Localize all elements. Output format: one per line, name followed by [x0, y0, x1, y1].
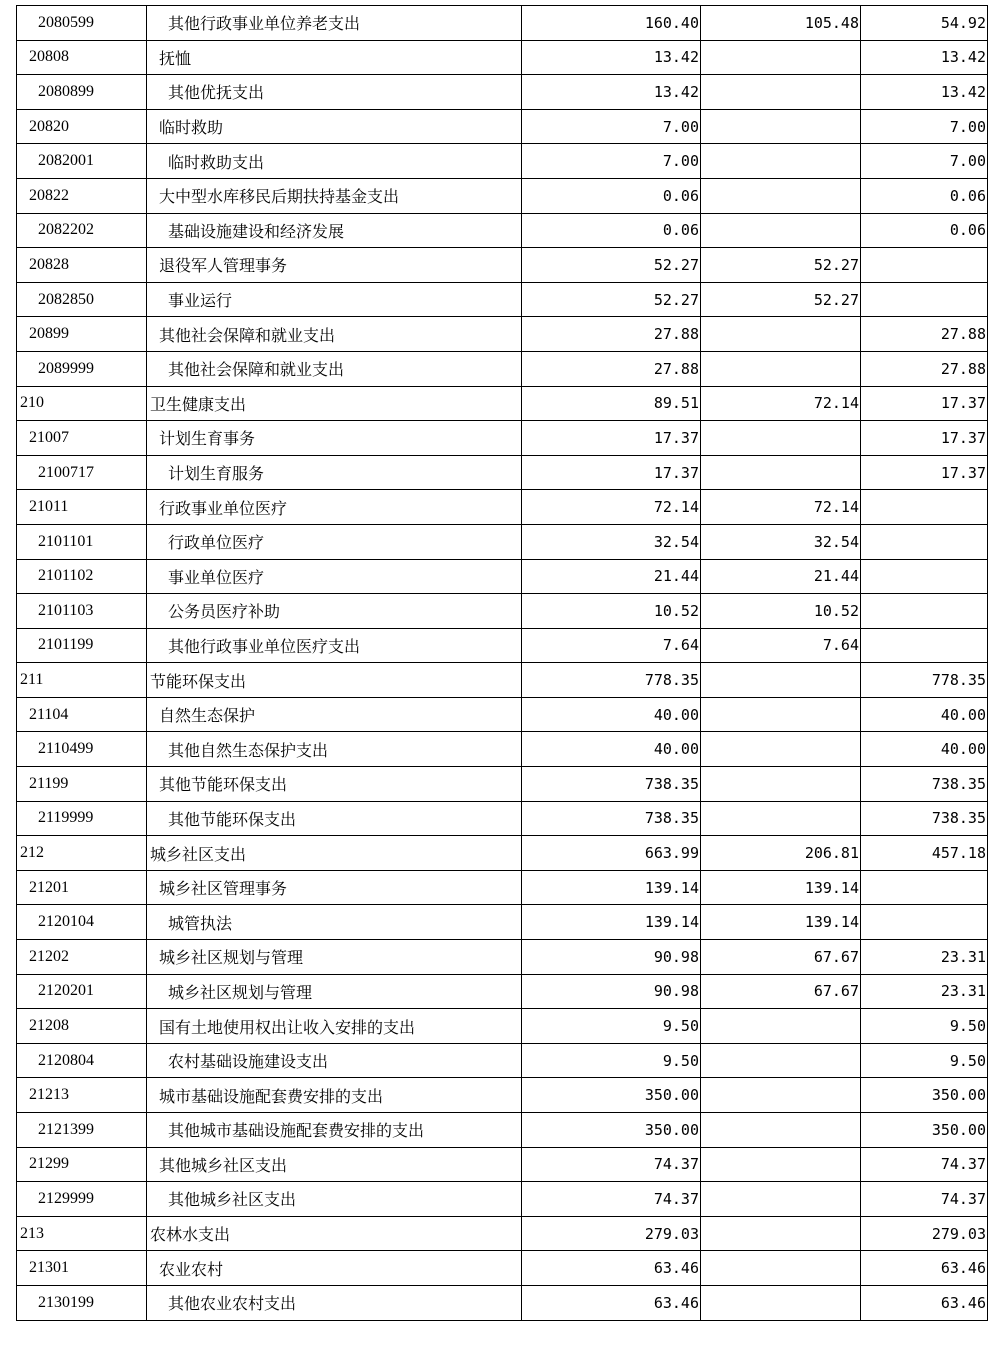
- row-project-amount: [861, 524, 988, 559]
- row-basic-amount: 67.67: [701, 940, 861, 975]
- row-total-amount: 7.00: [522, 109, 701, 144]
- row-project-amount: 279.03: [861, 1216, 988, 1251]
- row-total-amount: 40.00: [522, 732, 701, 767]
- row-code: 20822: [17, 178, 147, 213]
- row-total-amount: 139.14: [522, 905, 701, 940]
- row-code: 20808: [17, 40, 147, 75]
- row-total-amount: 7.64: [522, 628, 701, 663]
- row-basic-amount: 52.27: [701, 248, 861, 283]
- table-row: [17, 1147, 988, 1182]
- row-basic-amount: [701, 317, 861, 352]
- row-basic-amount: [701, 75, 861, 110]
- row-project-amount: 74.37: [861, 1182, 988, 1217]
- table-row: [17, 1251, 988, 1286]
- row-project-amount: 457.18: [861, 836, 988, 871]
- row-code: 2082202: [17, 213, 147, 248]
- table-row: [17, 386, 988, 421]
- row-code: 2120804: [17, 1043, 147, 1078]
- row-basic-amount: [701, 1216, 861, 1251]
- table-row: [17, 351, 988, 386]
- row-code: 2119999: [17, 801, 147, 836]
- row-total-amount: 21.44: [522, 559, 701, 594]
- row-project-amount: 63.46: [861, 1251, 988, 1286]
- row-basic-amount: 72.14: [701, 386, 861, 421]
- row-total-amount: 63.46: [522, 1285, 701, 1320]
- table-row: [17, 1043, 988, 1078]
- row-project-amount: 17.37: [861, 421, 988, 456]
- row-project-amount: [861, 490, 988, 525]
- row-total-amount: 40.00: [522, 697, 701, 732]
- row-name: 节能环保支出: [147, 663, 522, 698]
- row-basic-amount: [701, 40, 861, 75]
- row-name: 其他节能环保支出: [147, 767, 522, 802]
- row-code: 2121399: [17, 1113, 147, 1148]
- row-project-amount: 23.31: [861, 940, 988, 975]
- table-row: [17, 905, 988, 940]
- row-name: 计划生育事务: [147, 421, 522, 456]
- row-basic-amount: 21.44: [701, 559, 861, 594]
- row-code: 21199: [17, 767, 147, 802]
- row-project-amount: 9.50: [861, 1009, 988, 1044]
- row-total-amount: 27.88: [522, 317, 701, 352]
- row-name: 其他社会保障和就业支出: [147, 317, 522, 352]
- row-project-amount: 54.92: [861, 6, 988, 41]
- table-row: [17, 1285, 988, 1320]
- row-name: 自然生态保护: [147, 697, 522, 732]
- row-project-amount: [861, 628, 988, 663]
- row-basic-amount: 206.81: [701, 836, 861, 871]
- row-name: 农村基础设施建设支出: [147, 1043, 522, 1078]
- row-basic-amount: [701, 213, 861, 248]
- row-project-amount: 350.00: [861, 1113, 988, 1148]
- row-basic-amount: [701, 1285, 861, 1320]
- row-basic-amount: [701, 663, 861, 698]
- row-total-amount: 52.27: [522, 282, 701, 317]
- row-project-amount: 27.88: [861, 317, 988, 352]
- table-row: [17, 836, 988, 871]
- row-project-amount: [861, 594, 988, 629]
- row-total-amount: 0.06: [522, 178, 701, 213]
- row-basic-amount: [701, 732, 861, 767]
- row-basic-amount: [701, 455, 861, 490]
- row-project-amount: 40.00: [861, 732, 988, 767]
- row-code: 21201: [17, 870, 147, 905]
- row-code: 210: [17, 386, 147, 421]
- row-total-amount: 63.46: [522, 1251, 701, 1286]
- row-name: 事业单位医疗: [147, 559, 522, 594]
- row-name: 国有土地使用权出让收入安排的支出: [147, 1009, 522, 1044]
- row-basic-amount: 32.54: [701, 524, 861, 559]
- table-row: [17, 490, 988, 525]
- table-row: [17, 1009, 988, 1044]
- row-code: 2082001: [17, 144, 147, 179]
- row-total-amount: 90.98: [522, 940, 701, 975]
- row-code: 212: [17, 836, 147, 871]
- table-row: [17, 109, 988, 144]
- table-row: [17, 248, 988, 283]
- row-code: 21011: [17, 490, 147, 525]
- row-code: 2089999: [17, 351, 147, 386]
- row-project-amount: 738.35: [861, 767, 988, 802]
- row-name: 其他行政事业单位养老支出: [147, 6, 522, 41]
- row-name: 城市基础设施配套费安排的支出: [147, 1078, 522, 1113]
- table-row: [17, 767, 988, 802]
- row-code: 2080599: [17, 6, 147, 41]
- row-name: 大中型水库移民后期扶持基金支出: [147, 178, 522, 213]
- row-name: 城乡社区规划与管理: [147, 940, 522, 975]
- row-code: 2101102: [17, 559, 147, 594]
- table-row: [17, 40, 988, 75]
- row-basic-amount: 139.14: [701, 905, 861, 940]
- table-row: [17, 628, 988, 663]
- row-project-amount: 778.35: [861, 663, 988, 698]
- row-code: 2130199: [17, 1285, 147, 1320]
- row-total-amount: 74.37: [522, 1147, 701, 1182]
- row-code: 21202: [17, 940, 147, 975]
- row-name: 计划生育服务: [147, 455, 522, 490]
- row-name: 农林水支出: [147, 1216, 522, 1251]
- row-project-amount: 13.42: [861, 75, 988, 110]
- row-name: 退役军人管理事务: [147, 248, 522, 283]
- table-row: [17, 801, 988, 836]
- row-basic-amount: 10.52: [701, 594, 861, 629]
- row-code: 213: [17, 1216, 147, 1251]
- table-row: [17, 524, 988, 559]
- row-basic-amount: [701, 1251, 861, 1286]
- row-name: 卫生健康支出: [147, 386, 522, 421]
- row-code: 20828: [17, 248, 147, 283]
- table-row: [17, 594, 988, 629]
- row-total-amount: 9.50: [522, 1009, 701, 1044]
- row-name: 其他自然生态保护支出: [147, 732, 522, 767]
- row-total-amount: 738.35: [522, 801, 701, 836]
- row-project-amount: 27.88: [861, 351, 988, 386]
- row-code: 21208: [17, 1009, 147, 1044]
- table-row: [17, 1078, 988, 1113]
- row-code: 21301: [17, 1251, 147, 1286]
- row-project-amount: [861, 559, 988, 594]
- table-row: [17, 317, 988, 352]
- row-total-amount: 74.37: [522, 1182, 701, 1217]
- row-name: 其他节能环保支出: [147, 801, 522, 836]
- row-total-amount: 27.88: [522, 351, 701, 386]
- row-project-amount: 738.35: [861, 801, 988, 836]
- row-total-amount: 663.99: [522, 836, 701, 871]
- row-name: 其他社会保障和就业支出: [147, 351, 522, 386]
- row-project-amount: 0.06: [861, 178, 988, 213]
- row-project-amount: 23.31: [861, 974, 988, 1009]
- budget-table: [16, 5, 988, 1321]
- row-total-amount: 90.98: [522, 974, 701, 1009]
- table-row: [17, 178, 988, 213]
- row-total-amount: 17.37: [522, 421, 701, 456]
- row-name: 其他城市基础设施配套费安排的支出: [147, 1113, 522, 1148]
- row-total-amount: 160.40: [522, 6, 701, 41]
- row-total-amount: 279.03: [522, 1216, 701, 1251]
- row-name: 基础设施建设和经济发展: [147, 213, 522, 248]
- row-code: 2101101: [17, 524, 147, 559]
- row-project-amount: 350.00: [861, 1078, 988, 1113]
- row-name: 临时救助: [147, 109, 522, 144]
- row-name: 事业运行: [147, 282, 522, 317]
- row-total-amount: 72.14: [522, 490, 701, 525]
- table-row: [17, 282, 988, 317]
- row-name: 其他城乡社区支出: [147, 1182, 522, 1217]
- row-code: 2100717: [17, 455, 147, 490]
- row-project-amount: 13.42: [861, 40, 988, 75]
- table-row: [17, 1113, 988, 1148]
- row-code: 211: [17, 663, 147, 698]
- row-code: 2129999: [17, 1182, 147, 1217]
- row-code: 2110499: [17, 732, 147, 767]
- row-code: 21104: [17, 697, 147, 732]
- row-basic-amount: [701, 697, 861, 732]
- row-project-amount: [861, 905, 988, 940]
- row-code: 2101103: [17, 594, 147, 629]
- row-basic-amount: [701, 1182, 861, 1217]
- row-basic-amount: [701, 801, 861, 836]
- row-basic-amount: [701, 421, 861, 456]
- row-name: 城乡社区管理事务: [147, 870, 522, 905]
- table-row: [17, 559, 988, 594]
- row-basic-amount: [701, 109, 861, 144]
- row-total-amount: 52.27: [522, 248, 701, 283]
- row-total-amount: 350.00: [522, 1113, 701, 1148]
- row-project-amount: 9.50: [861, 1043, 988, 1078]
- row-total-amount: 32.54: [522, 524, 701, 559]
- table-row: [17, 421, 988, 456]
- row-basic-amount: [701, 1078, 861, 1113]
- row-name: 行政单位医疗: [147, 524, 522, 559]
- table-row: [17, 663, 988, 698]
- row-total-amount: 738.35: [522, 767, 701, 802]
- row-basic-amount: [701, 1009, 861, 1044]
- row-code: 2120201: [17, 974, 147, 1009]
- row-name: 城乡社区支出: [147, 836, 522, 871]
- row-total-amount: 778.35: [522, 663, 701, 698]
- row-project-amount: [861, 870, 988, 905]
- row-name: 抚恤: [147, 40, 522, 75]
- row-name: 其他农业农村支出: [147, 1285, 522, 1320]
- row-code: 2120104: [17, 905, 147, 940]
- row-basic-amount: [701, 1043, 861, 1078]
- row-name: 行政事业单位医疗: [147, 490, 522, 525]
- row-total-amount: 17.37: [522, 455, 701, 490]
- table-row: [17, 940, 988, 975]
- table-row: [17, 6, 988, 41]
- row-name: 农业农村: [147, 1251, 522, 1286]
- row-total-amount: 350.00: [522, 1078, 701, 1113]
- row-code: 21299: [17, 1147, 147, 1182]
- row-code: 21007: [17, 421, 147, 456]
- table-row: [17, 213, 988, 248]
- row-basic-amount: 7.64: [701, 628, 861, 663]
- row-basic-amount: [701, 351, 861, 386]
- row-basic-amount: 52.27: [701, 282, 861, 317]
- budget-table-body: [17, 6, 988, 1321]
- row-code: 2080899: [17, 75, 147, 110]
- row-name: 其他优抚支出: [147, 75, 522, 110]
- row-total-amount: 0.06: [522, 213, 701, 248]
- row-name: 其他城乡社区支出: [147, 1147, 522, 1182]
- row-basic-amount: [701, 1147, 861, 1182]
- row-basic-amount: 67.67: [701, 974, 861, 1009]
- row-total-amount: 139.14: [522, 870, 701, 905]
- row-project-amount: 17.37: [861, 386, 988, 421]
- row-code: 20820: [17, 109, 147, 144]
- table-row: [17, 1182, 988, 1217]
- row-total-amount: 13.42: [522, 75, 701, 110]
- row-basic-amount: 139.14: [701, 870, 861, 905]
- row-project-amount: 17.37: [861, 455, 988, 490]
- table-row: [17, 870, 988, 905]
- row-total-amount: 10.52: [522, 594, 701, 629]
- row-code: 2082850: [17, 282, 147, 317]
- row-project-amount: 7.00: [861, 144, 988, 179]
- row-name: 城乡社区规划与管理: [147, 974, 522, 1009]
- row-code: 20899: [17, 317, 147, 352]
- row-code: 21213: [17, 1078, 147, 1113]
- table-row: [17, 455, 988, 490]
- row-basic-amount: [701, 1113, 861, 1148]
- row-total-amount: 13.42: [522, 40, 701, 75]
- row-project-amount: [861, 282, 988, 317]
- row-name: 公务员医疗补助: [147, 594, 522, 629]
- row-project-amount: 7.00: [861, 109, 988, 144]
- row-name: 城管执法: [147, 905, 522, 940]
- row-project-amount: [861, 248, 988, 283]
- row-basic-amount: 105.48: [701, 6, 861, 41]
- row-name: 其他行政事业单位医疗支出: [147, 628, 522, 663]
- row-basic-amount: [701, 144, 861, 179]
- row-code: 2101199: [17, 628, 147, 663]
- row-basic-amount: [701, 767, 861, 802]
- table-row: [17, 732, 988, 767]
- row-basic-amount: 72.14: [701, 490, 861, 525]
- row-total-amount: 7.00: [522, 144, 701, 179]
- row-project-amount: 0.06: [861, 213, 988, 248]
- table-row: [17, 75, 988, 110]
- table-row: [17, 697, 988, 732]
- row-project-amount: 63.46: [861, 1285, 988, 1320]
- row-project-amount: 74.37: [861, 1147, 988, 1182]
- table-row: [17, 1216, 988, 1251]
- row-project-amount: 40.00: [861, 697, 988, 732]
- table-row: [17, 144, 988, 179]
- row-basic-amount: [701, 178, 861, 213]
- row-total-amount: 89.51: [522, 386, 701, 421]
- row-total-amount: 9.50: [522, 1043, 701, 1078]
- row-name: 临时救助支出: [147, 144, 522, 179]
- table-row: [17, 974, 988, 1009]
